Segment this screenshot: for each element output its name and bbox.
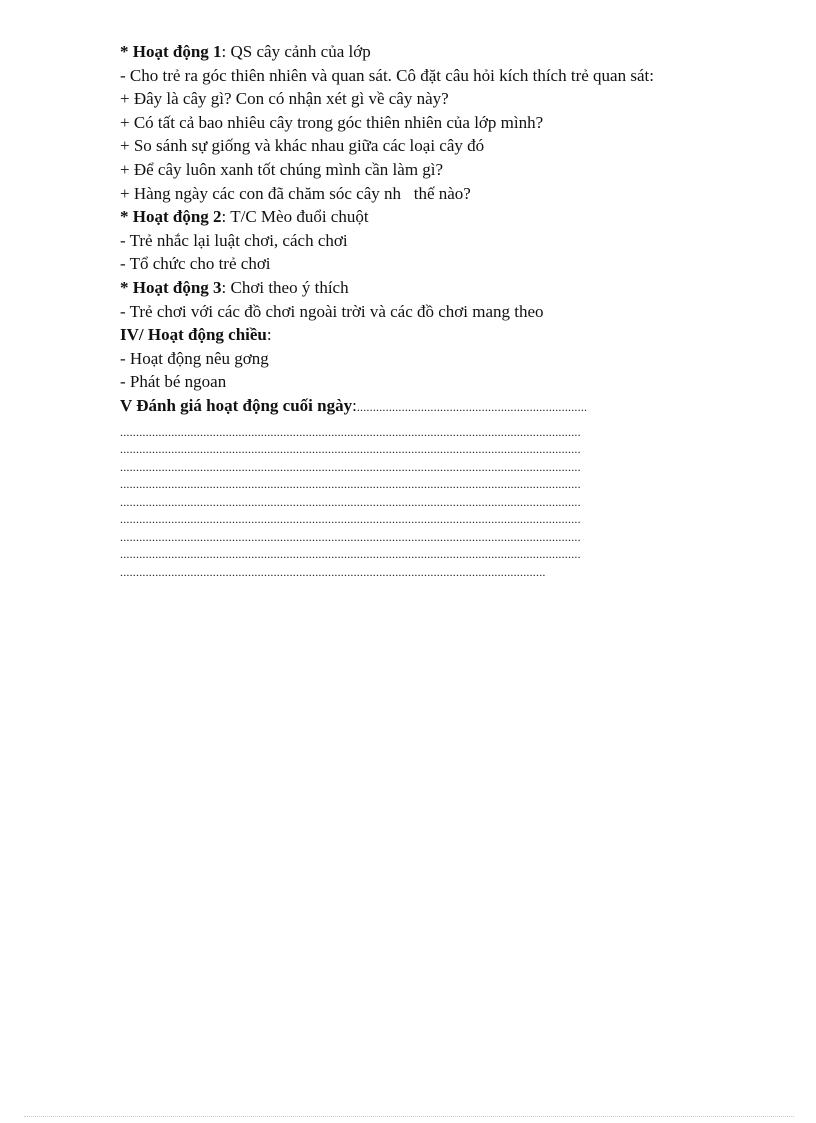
dotted-line: ................................................................................................................................................ [120,512,581,526]
section-5-heading [120,394,740,420]
document-page [120,40,740,581]
dotted-line: ................................................................................................................................................ [120,442,581,456]
dotted-line: ..................................................................................................................................... [120,564,546,579]
dotted-line: ................................................................................................................................................ [120,547,581,561]
activity-2-label: * Hoạt động 2 [120,207,222,227]
activity-1-line: - Cho trẻ ra góc thiên nhiên và quan sát. Cô đặt câu hỏi kích thích trẻ quan sát: [120,65,654,85]
dotted-line: ................................................................................................................................................ [120,477,581,491]
activity-1-line: + Đây là cây gì? Con có nhận xét gì về cây này? [120,89,449,109]
activity-1-line: + Hàng ngày các con đã chăm sóc cây nh thế nào? [120,183,471,203]
activity-1-heading [120,40,740,64]
activity-3-heading [120,276,740,300]
activity-1-line: + So sánh sự giống và khác nhau giữa các loại cây đó [120,136,485,156]
activity-3-label: * Hoạt động 3 [120,277,222,297]
activity-1-label: * Hoạt động 1 [120,42,222,61]
activity-2-heading [120,205,740,229]
activity-2-title: : T/C Mèo đuổi chuột [221,207,369,227]
activity-1-line: + Có tất cả bao nhiêu cây trong góc thiên nhiên của lớp mình? [120,112,544,132]
section-4-colon: : [266,325,272,345]
dotted-line: ................................................................................................................................................ [120,459,581,474]
page-footer-divider [24,1116,794,1117]
activity-1-line: + Để cây luôn xanh tốt chúng mình cần làm gì? [120,159,444,179]
section-4-line: - Phát bé ngoan [120,372,227,392]
section-5-dots: ........................................................................ [356,399,588,414]
activity-3-title: : Chơi theo ý thích [221,277,349,297]
activity-3-line: - Trẻ chơi với các đồ chơi ngoài trời và các đồ chơi mang theo [120,301,544,321]
dotted-line: ................................................................................................................................................ [120,424,581,439]
activity-2-line: - Trẻ nhắc lại luật chơi, cách chơi [120,230,348,250]
activity-2-line: - Tổ chức cho trẻ chơi [120,254,271,274]
activity-1-title: : QS cây cảnh của lớp [221,42,371,61]
dotted-line: ................................................................................................................................................ [120,529,581,544]
section-5-label: V Đánh giá hoạt động cuối ngày [120,395,353,415]
section-5-colon: : [352,395,357,415]
dotted-line: ................................................................................................................................................ [120,494,581,509]
section-4-line: - Hoạt động nêu gơng [120,348,269,368]
section-4-heading [120,323,740,347]
section-4-label: IV/ Hoạt động chiều [120,325,267,345]
